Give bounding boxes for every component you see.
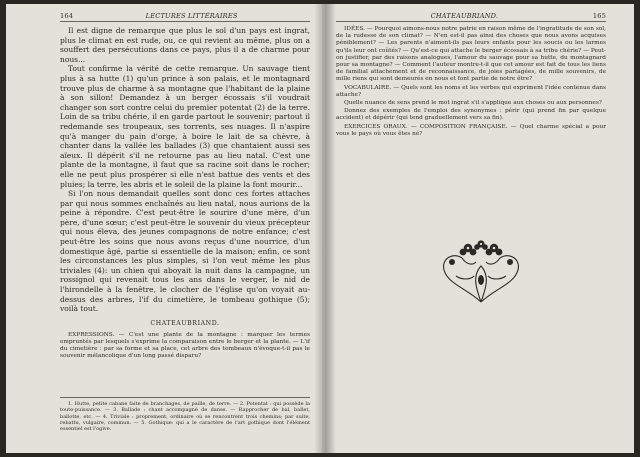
synonymes-paragraph: Donnez des exemples de l'emploi des synonymes : périr (qui prend fin par quelque accident) et dépérir (qui tend graduellement vers sa fin). (336, 108, 606, 122)
floral-ornament-icon (436, 236, 526, 306)
author-signature: CHATEAUBRIAND. (150, 319, 220, 327)
left-running-head (60, 12, 310, 22)
exercices-paragraph: EXERCICES ORAUX. — COMPOSITION FRANÇAISE. — Quel charme spécial a pour vous le pays où vous êtes né? (336, 123, 606, 137)
left-paragraph-1: Il est digne de remarque que plus le sol d'un pays est ingrat, plus le climat en est rude, ou, ce qui revient au même, plus on a souffert des persécutions dans ce pays, plus il a de charme pour nous... (60, 26, 310, 64)
vocabulaire-paragraph: VOCABULAIRE. — Quels sont les noms et les verbes qui expriment l'idée contenue dans attache? (336, 84, 606, 98)
left-paragraph-3: Si l'on nous demandait quelles sont donc ces fortes attaches par qui nous sommes enchaînés au lieu natal, nous aurions de la peine à répondre. C'est peut-être le sourire d'une mère, d'un père, d'une sœur; c'est peut-être le souvenir du vieux précepteur qui nous éleva, des jeunes compagnons de notre enfance; c'est peut-être les soins que nous avons reçus d'une nourrice, d'un domestique âgé, partie si essentielle de la maison; enfin, ce sont les circonstances les plus simples, si l'on veut même les plus triviales (4): un chien qui aboyait la nuit dans la campagne, un rossignol qui revenait tous les ans dans le verger, le nid de l'hirondelle à la fenêtre, le clocher de l'église qu'on voyait au-dessus des arbres, l'if du cimetière, le tombeau gothique (5); voilà tout. (60, 189, 310, 314)
book-gutter (314, 4, 336, 453)
left-page (6, 4, 322, 453)
left-paragraph-2: Tout confirme la vérité de cette remarque. Un sauvage tient plus à sa hutte (1) qu'un prince à son palais, et le montagnard trouve plus de charme à sa montagne que l'habitant de la plaine à son sillon! Demandez à un berger écossais s'il voudrait changer son sort contre celui du premier potentat (2) de la terre. Loin de sa tribu chérie, il en garde partout le souvenir; partout il redemande ses troupeaux, ses torrents, ses nuages. Il n'aspire qu'à manger du pain d'orge, à boire le lait de sa chèvre, à chanter dans la vallée les ballades (3) que chantaient aussi ses aïeux. Il dépérit s'il ne retourne pas au lieu natal. C'est une plante de la montagne, il faut que sa racine soit dans le rocher; elle ne peut plus prospérer si elle n'est battue des vents et des pluies; la terre, les abris et le soleil de la plaine la font mourir... (60, 64, 310, 189)
nuance-paragraph: Quelle nuance de sens prend le mot ingrat s'il s'applique aux choses ou aux personnes? (344, 100, 602, 107)
right-running-title: CHATEAUBRIAND. (430, 12, 499, 20)
right-questions (336, 26, 606, 138)
expressions-paragraph: EXPRESSIONS. — C'est une plante de la montagne : marquer les termes empruntés par lesquels s'exprime la comparaison entre le berger et la plante. — L'if du cimetière : par sa forme et sa place, cet arbre des tombeaux n'évoque-t-il pas le souvenir mélancolique d'un long passé disparu? (60, 331, 310, 360)
left-page-number: 164 (60, 12, 74, 20)
footnotes-text: 1. Hutte, petite cabane faite de branchages, de paille, de terre. — 2. Potentat : qui possède la toute-puissance. — 3. Ballade : chant accompagné de danse. — Rapprocher de bal, ballet, ballotte, etc. — 4. Triviale : proprement, ordinaire où se rencontrent trois chemins; par suite, rebattu, vulgaire, commun. — 5. Gothique: qui a le caractère de l'art gothique dont l'élément essentiel est l'ogive. (60, 401, 310, 433)
right-page (324, 4, 634, 453)
idees-paragraph: IDÉES. — Pourquoi aimons-nous notre patrie en raison même de l'ingratitude de son sol, de la rudesse de son climat? — N'en est-il pas ainsi des choses que nous avons acquises péniblement? — Les parents n'aiment-ils pas leurs enfants pour les soucis ou les larmes qu'ils leur ont coûtés? — Qu'est-ce qui attache le berger écossais à sa tribu chérie? — Peut-on justifier, par des raisons analogues, l'amour du sauvage pour sa hutte, du montagnard pour sa montagne? — Comment l'auteur montre-t-il que cet amour est fait de tous les liens de familial attachement et de reconnaissance, de joies partagées, de mille souvenirs, de mille riens qui sont demeurés en nous et font partie de notre être? (336, 26, 606, 83)
footnotes (60, 397, 310, 432)
right-running-head (336, 12, 606, 22)
left-body-text (60, 26, 310, 314)
open-book (6, 4, 634, 453)
expressions-section (60, 332, 310, 361)
left-running-title: LECTURES LITTÉRAIRES (145, 12, 238, 20)
right-page-number: 165 (592, 12, 606, 20)
